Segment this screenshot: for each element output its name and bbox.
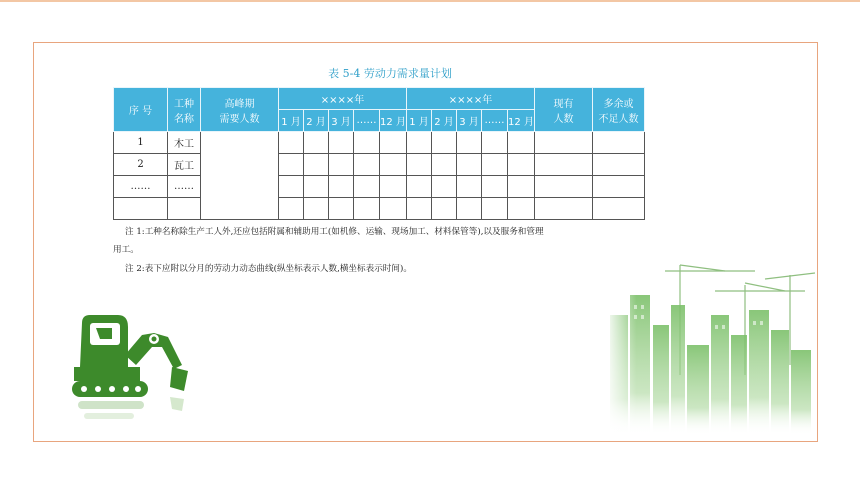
month-header: 3 月 [457,110,482,132]
table-row [114,198,645,220]
cell-seq: 1 [114,132,168,154]
excavator-body [74,367,140,381]
track-wheel [135,386,141,392]
header-seq: 序 号 [114,88,168,132]
note-1-line1: 注 1:工种名称除生产工人外,还应包括附属和辅助用工(如机修、运输、现场加工、材料保管等),以及服务和管理 [125,227,544,237]
excavator-illustration [70,315,195,427]
table-row [114,176,645,198]
header-year-1: ××××年 [279,88,407,110]
month-header: 12 月 [508,110,535,132]
header-surplus-line1: 多余或 [603,98,634,110]
header-year-2: ××××年 [407,88,535,110]
cell-trade: 木工 [168,132,201,154]
header-surplus [593,88,645,132]
month-header: 2 月 [304,110,329,132]
cell-surplus [593,154,645,176]
header-surplus-line2: 不足人数 [598,113,639,125]
month-header: 12 月 [380,110,407,132]
cell-current [535,154,593,176]
header-current-line1: 现有 [553,98,574,110]
cell-current [535,132,593,154]
header-peak-line2: 需要人数 [219,113,260,125]
cell-surplus [593,198,645,220]
cell-seq: …… [114,176,168,198]
header-trade-line2: 名称 [174,113,194,125]
header-peak [201,88,279,132]
header-current [535,88,593,132]
track-wheel [81,386,87,392]
cell-seq: 2 [114,154,168,176]
note-1 [113,223,653,259]
header-current-line2: 人数 [553,113,574,125]
cell-surplus [593,176,645,198]
month-header: …… [482,110,508,132]
header-trade [168,88,201,132]
note-2: 注 2:表下应附以分月的劳动力动态曲线(纵坐标表示人数,横坐标表示时间)。 [125,264,412,274]
month-header: 2 月 [432,110,457,132]
note-1-line2: 用工。 [113,245,139,255]
excavator-bucket [170,367,188,391]
table-row [114,154,645,176]
table-title: 表 5-4 劳动力需求量计划 [328,67,452,80]
excavator-joint [152,337,157,342]
table-row [114,132,645,154]
month-header: 1 月 [407,110,432,132]
track-wheel [95,386,101,392]
cell-trade [168,198,201,220]
month-header: …… [354,110,380,132]
top-divider [0,0,860,2]
track-wheel [123,386,129,392]
excavator-reflection [78,401,144,409]
cell-seq [114,198,168,220]
cell-peak [201,132,279,220]
header-peak-line1: 高峰期 [224,98,255,110]
labor-demand-table [113,87,645,220]
city-cranes-illustration [605,255,815,435]
month-header: 3 月 [329,110,354,132]
cell-current [535,176,593,198]
cell-trade: 瓦工 [168,154,201,176]
cell-trade: …… [168,176,201,198]
excavator-reflection [84,413,134,419]
header-trade-line1: 工种 [174,98,194,110]
cell-surplus [593,132,645,154]
cell-current [535,198,593,220]
excavator-reflection [170,397,184,411]
month-header: 1 月 [279,110,304,132]
track-wheel [109,386,115,392]
